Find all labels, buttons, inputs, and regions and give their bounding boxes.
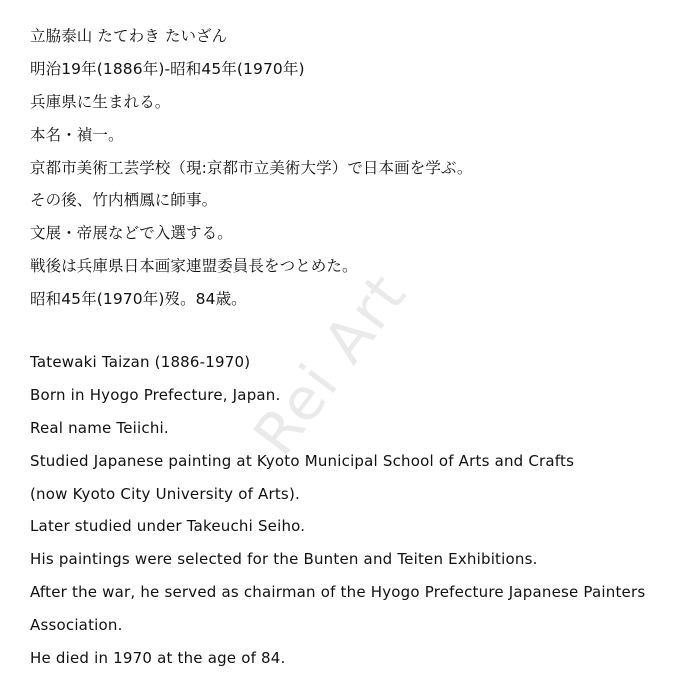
watermark: Rei Art <box>240 260 420 468</box>
english-teacher-line: Later studied under Takeuchi Seiho. <box>30 517 306 536</box>
japanese-name-line: 立脇泰山 たてわき たいざん <box>30 27 228 45</box>
english-education-line: Studied Japanese painting at Kyoto Municipal School of Arts and Crafts <box>30 451 575 470</box>
english-name-line: Tatewaki Taizan (1886-1970) <box>30 353 251 372</box>
english-real-name-line: Real name Teiichi. <box>30 418 169 437</box>
japanese-birthplace-line: 兵庫県に生まれる。 <box>30 92 171 111</box>
japanese-exhibitions-line: 文展・帝展などで入選する。 <box>30 224 233 243</box>
english-education-note-line: (now Kyoto City University of Arts). <box>30 484 300 503</box>
english-birthplace-line: Born in Hyogo Prefecture, Japan. <box>30 385 281 404</box>
english-death-line: He died in 1970 at the age of 84. <box>30 649 286 668</box>
japanese-dates-line: 明治19年(1886年)-昭和45年(1970年) <box>30 59 305 78</box>
japanese-real-name-line: 本名・禎一。 <box>30 125 124 144</box>
japanese-teacher-line: その後、竹内栖鳳に師事。 <box>30 191 218 210</box>
english-exhibitions-line: His paintings were selected for the Bunten and Teiten Exhibitions. <box>30 550 538 569</box>
japanese-death-line: 昭和45年(1970年)歿。84歳。 <box>30 290 247 309</box>
section-spacer <box>30 319 690 349</box>
japanese-postwar-line: 戦後は兵庫県日本画家連盟委員長をつとめた。 <box>30 257 358 276</box>
biography-text <box>30 23 690 678</box>
english-postwar-line: After the war, he served as chairman of the Hyogo Prefecture Japanese Painters <box>30 583 646 602</box>
japanese-education-line: 京都市美術工芸学校（現:京都市立美術大学）で日本画を学ぶ。 <box>30 158 473 177</box>
english-postwar-continued-line: Association. <box>30 616 123 635</box>
